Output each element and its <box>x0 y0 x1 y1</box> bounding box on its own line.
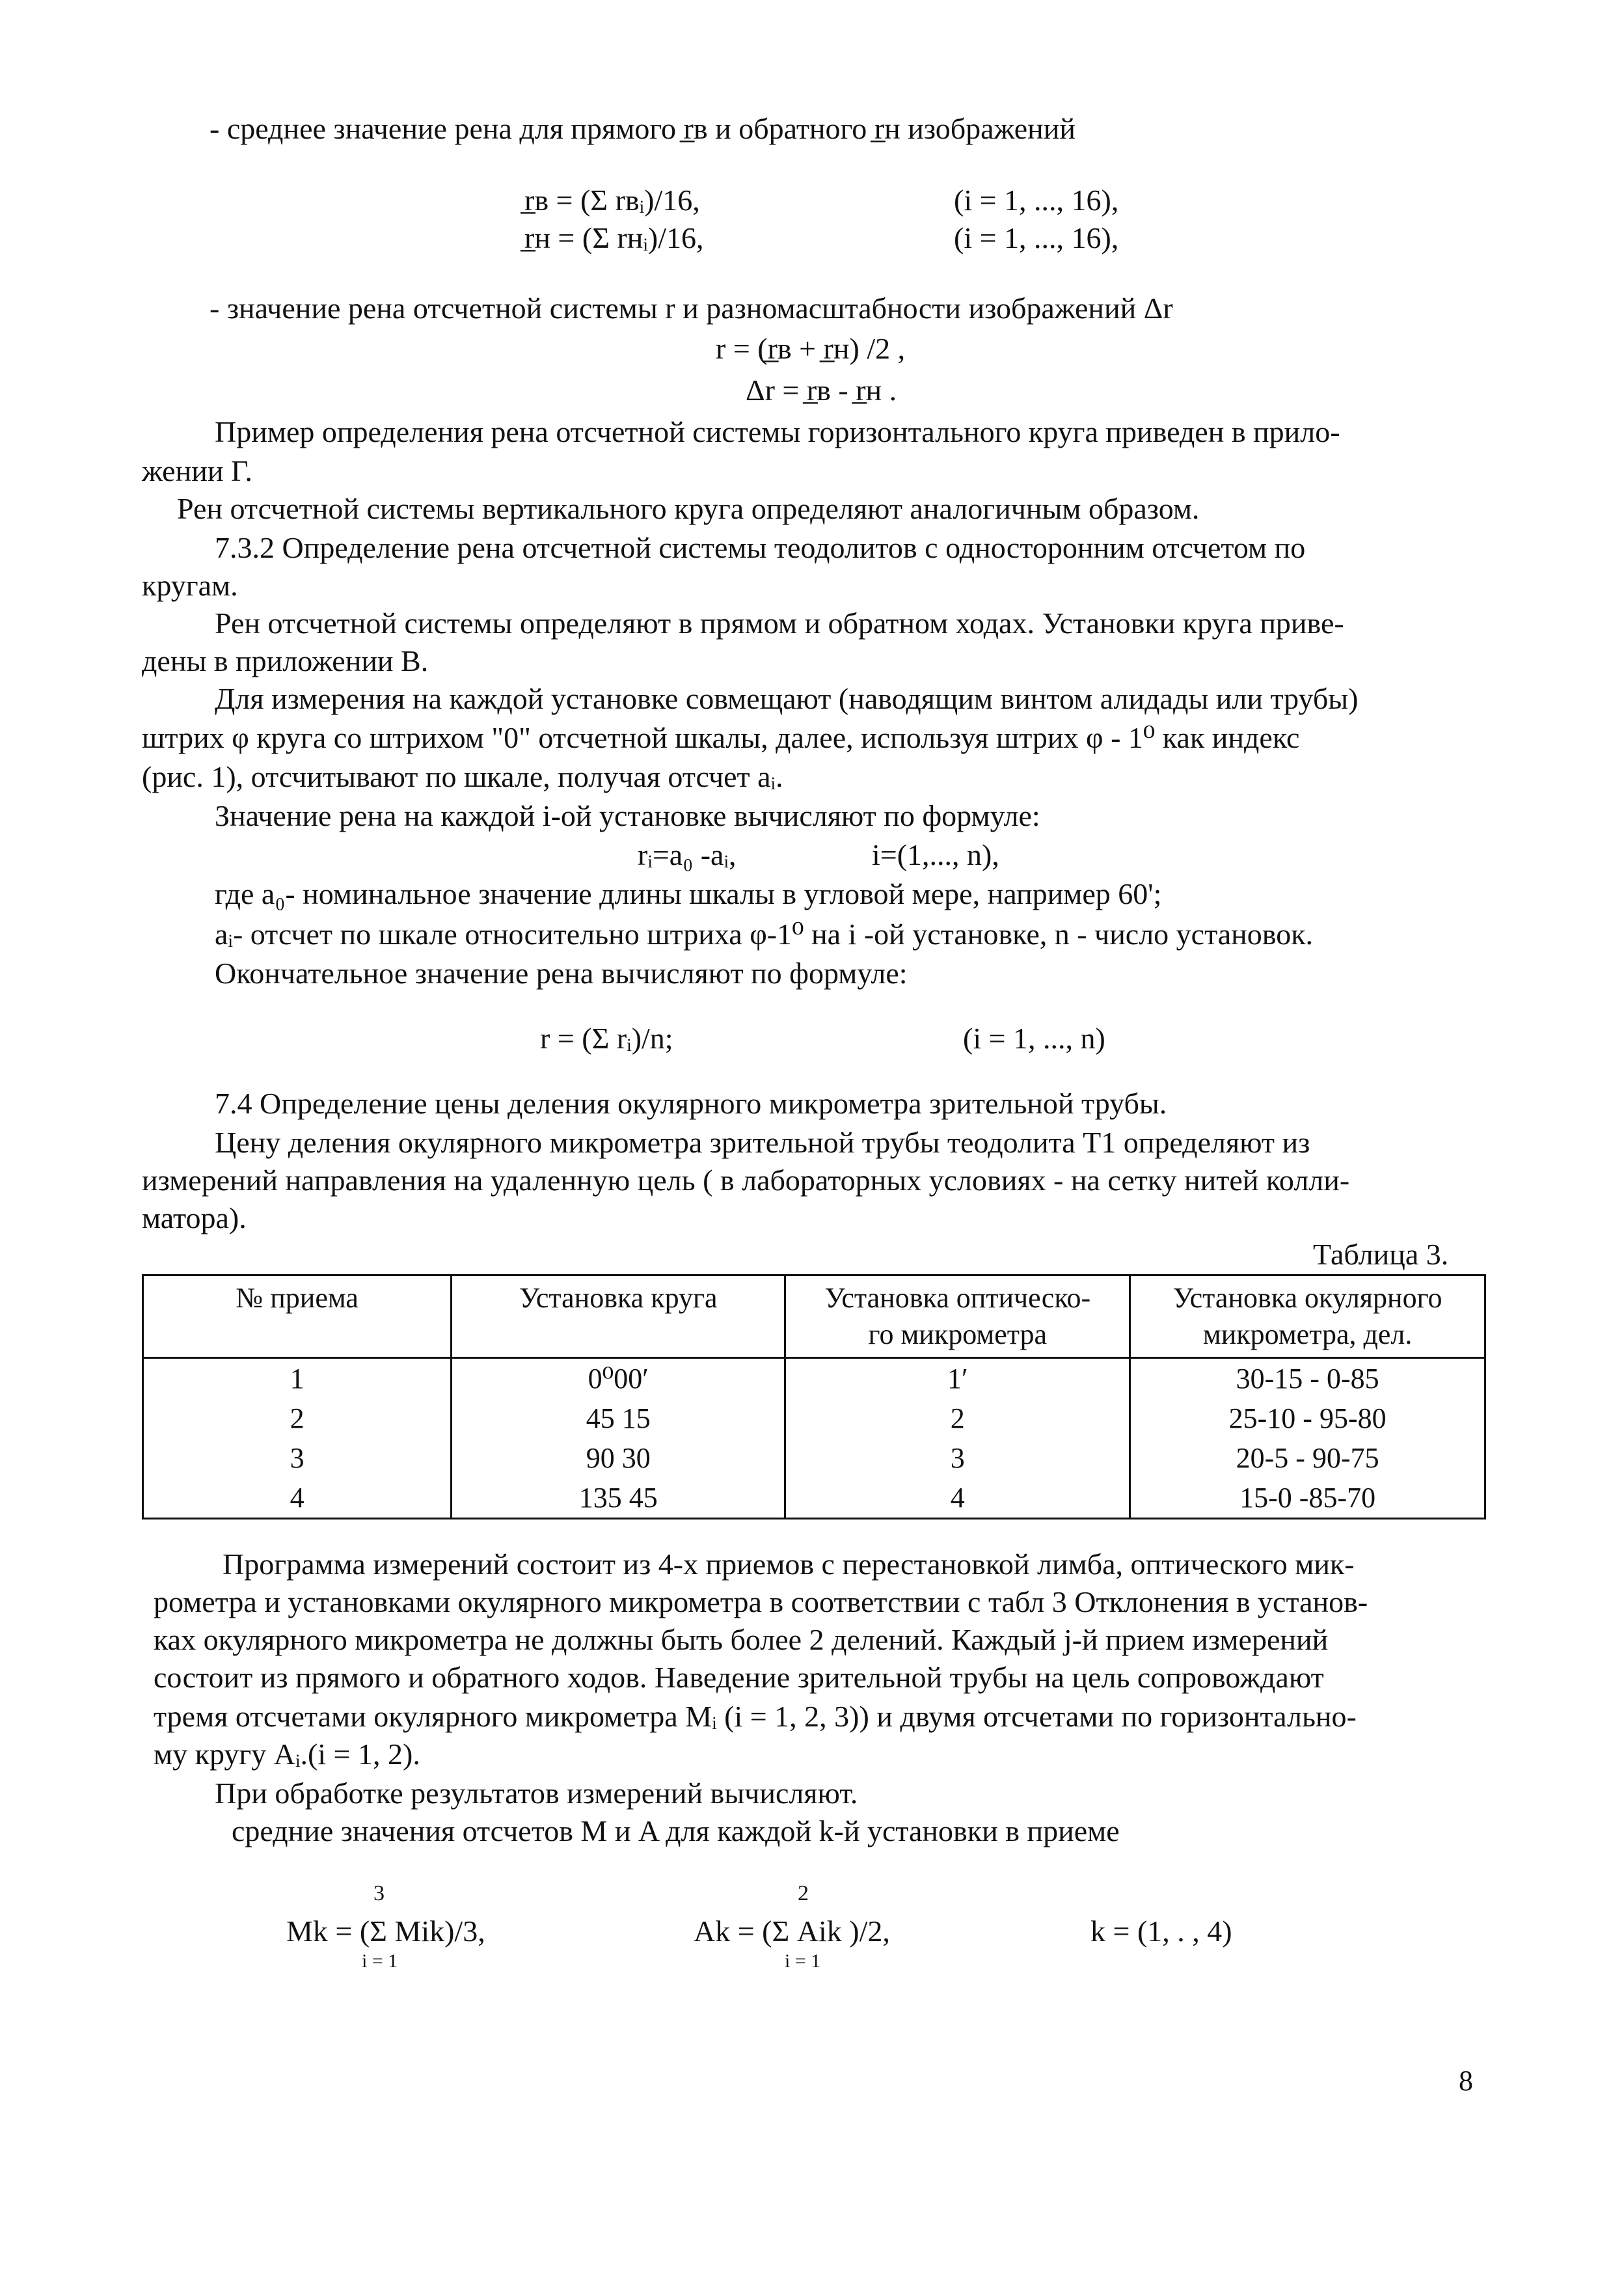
text-line: измерений направления на удаленную цель ( в лабораторных условиях - на сетку нитей колли- <box>142 1164 1350 1197</box>
formula-ak-upper-limit: 2 <box>798 1881 809 1905</box>
text-line: состоит из прямого и обратного ходов. Наведение зрительной трубы на цель сопровождают <box>154 1661 1324 1694</box>
text-line: Пример определения рена отсчетной системы горизонтального круга приведен в прило- <box>215 415 1340 448</box>
table-cell: 20-5 - 90-75 <box>1130 1438 1485 1478</box>
table-cell: 30-15 - 0-85 <box>1130 1358 1485 1399</box>
text-line: - среднее значение рена для прямого r̲в и обратного r̲н изображений <box>210 112 1076 145</box>
text-line: рометра и установками окулярного микрометра в соответствии с табл 3 Отклонения в установ- <box>154 1585 1368 1618</box>
table-header-cell: № приема <box>143 1275 452 1358</box>
text-line: кругам. <box>142 569 238 602</box>
table-header-cell: Установка оптическо- го микрометра <box>785 1275 1130 1358</box>
formula-delta-r: Δr = r̲в - r̲н . <box>746 374 897 407</box>
formula-r: r = (r̲в + r̲н) /2 , <box>716 332 906 365</box>
text-line: жении Г. <box>142 454 252 487</box>
text-line: Рен отсчетной системы вертикального круга определяют аналогичным образом. <box>177 492 1200 525</box>
section-heading: 7.3.2 Определение рена отсчетной системы теодолитов с односторонним отсчетом по <box>215 531 1306 564</box>
section-heading: 7.4 Определение цены деления окулярного микрометра зрительной трубы. <box>215 1087 1167 1120</box>
table-cell: 2 <box>785 1398 1130 1438</box>
table-cell: 90 30 <box>452 1438 785 1478</box>
text-line: (рис. 1), отсчитывают по шкале, получая отсчет aᵢ. <box>142 760 783 793</box>
table-cell: 45 15 <box>452 1398 785 1438</box>
formula-mk-upper-limit: 3 <box>373 1881 385 1905</box>
text-line: Окончательное значение рена вычисляют по формуле: <box>215 957 908 990</box>
text-line: тремя отсчетами окулярного микрометра Mᵢ (i = 1, 2, 3)) и двумя отсчетами по горизонтально- <box>154 1700 1357 1733</box>
formula-mk: Mk = (Σ Mik)/3, <box>286 1914 485 1948</box>
table-cell: 25-10 - 95-80 <box>1130 1398 1485 1438</box>
text-line: матора). <box>142 1201 247 1234</box>
formula-rv-range: (i = 1, ..., 16), <box>954 184 1119 217</box>
formula-rn: r̲н = (Σ rнᵢ)/16, <box>524 221 704 254</box>
table-row <box>143 1438 1485 1478</box>
text-line: - значение рена отсчетной системы r и разномасштабности изображений Δr <box>210 292 1173 325</box>
formula-ri-range: i=(1,..., n), <box>872 838 999 871</box>
formula-ri: rᵢ=a₀ -aᵢ, <box>638 838 737 871</box>
text-line: Рен отсчетной системы определяют в прямом и обратном ходах. Установки круга приве- <box>215 606 1344 640</box>
table-header-cell: Установка круга <box>452 1275 785 1358</box>
table-cell: 15-0 -85-70 <box>1130 1478 1485 1519</box>
table-cell: 4 <box>785 1478 1130 1519</box>
page-number: 8 <box>1459 2065 1473 2097</box>
table-cell: 0⁰00′ <box>452 1358 785 1399</box>
table-row <box>143 1358 1485 1399</box>
text-line: средние значения отсчетов M и A для каждой k-й установки в приеме <box>232 1814 1120 1847</box>
table-cell: 3 <box>785 1438 1130 1478</box>
text-line: Программа измерений состоит из 4-х приемов с перестановкой лимба, оптического мик- <box>223 1547 1355 1581</box>
formula-r-mean: r = (Σ rᵢ)/n; <box>540 1022 673 1055</box>
text-line: штрих φ круга со штрихом "0" отсчетной шкалы, далее, используя штрих φ - 1⁰ как индекс <box>142 721 1300 754</box>
formula-k-range: k = (1, . , 4) <box>1090 1914 1232 1948</box>
table-cell: 4 <box>143 1478 452 1519</box>
table-row <box>143 1478 1485 1519</box>
formula-r-mean-range: (i = 1, ..., n) <box>963 1022 1105 1055</box>
text-line: Значение рена на каждой i-ой установке вычисляют по формуле: <box>215 799 1040 832</box>
text-line: где a₀- номинальное значение длины шкалы в угловой мере, например 60'; <box>215 877 1162 910</box>
table-3 <box>142 1274 1486 1519</box>
table-row <box>143 1398 1485 1438</box>
table-header-cell: Установка окулярного микрометра, дел. <box>1130 1275 1485 1358</box>
formula-ak-lower-limit: i = 1 <box>785 1950 821 1972</box>
text-line: При обработке результатов измерений вычисляют. <box>215 1777 858 1810</box>
table-caption: Таблица 3. <box>1313 1238 1449 1271</box>
formula-ak: Ak = (Σ Aik )/2, <box>694 1914 890 1948</box>
text-line: Цену деления окулярного микрометра зрительной трубы теодолита Т1 определяют из <box>215 1126 1310 1159</box>
text-line: дены в приложении В. <box>142 644 429 677</box>
table-cell: 135 45 <box>452 1478 785 1519</box>
table-cell: 2 <box>143 1398 452 1438</box>
table-cell: 1 <box>143 1358 452 1399</box>
text-line: ках окулярного микрометра не должны быть более 2 делений. Каждый j-й прием измерений <box>154 1623 1329 1656</box>
formula-mk-lower-limit: i = 1 <box>362 1950 398 1972</box>
table-cell: 3 <box>143 1438 452 1478</box>
text-line: му кругу Aᵢ.(i = 1, 2). <box>154 1737 420 1771</box>
table-cell: 1′ <box>785 1358 1130 1399</box>
text-line: aᵢ- отсчет по шкале относительно штриха φ-1⁰ на i -ой установке, n - число установок. <box>215 918 1314 951</box>
formula-rn-range: (i = 1, ..., 16), <box>954 221 1119 254</box>
formula-rv: r̲в = (Σ rвᵢ)/16, <box>524 184 700 217</box>
text-line: Для измерения на каждой установке совмещают (наводящим винтом алидады или трубы) <box>215 682 1359 715</box>
